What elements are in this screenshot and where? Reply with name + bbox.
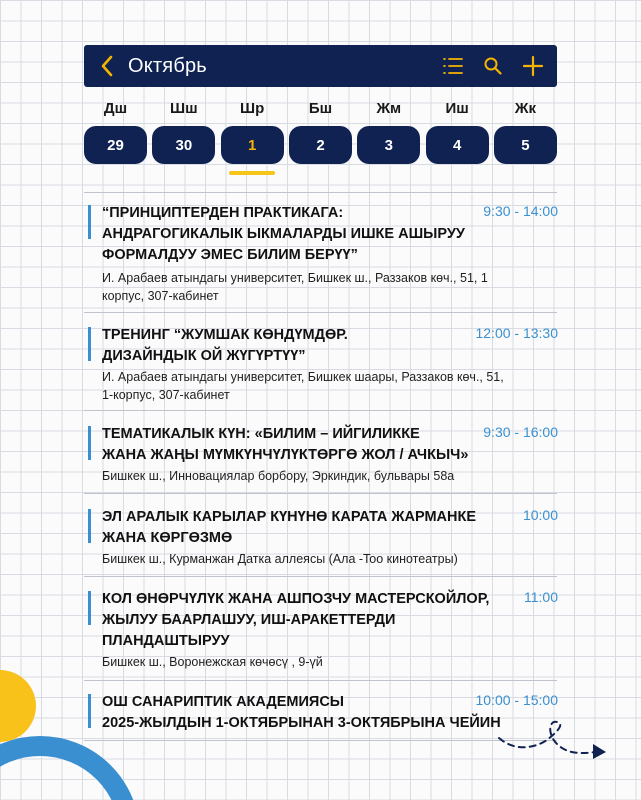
event-location-line: Бишкек ш., Курманжан Датка аллеясы (Ала -Too кинотеатры)	[102, 552, 458, 566]
weekday-label: Дш	[103, 100, 128, 117]
event-title-line: “ПРИНЦИПТЕРДЕН ПРАКТИКАГА:	[102, 205, 344, 221]
event-title-line: ФОРМАЛДУУ ЭМЕС БИЛИМ БЕРҮҮ”	[102, 247, 358, 263]
divider	[84, 410, 557, 411]
event-item[interactable]	[88, 589, 558, 675]
date-strip	[84, 126, 557, 164]
divider	[84, 493, 557, 494]
event-title-line: ТЕМАТИКАЛЫК КҮН: «БИЛИМ – ИЙГИЛИККЕ	[102, 426, 420, 442]
selected-date-indicator	[229, 171, 275, 175]
event-location-line: Бишкек ш., Инновациялар борбору, Эркиндик, бульвары 58а	[102, 469, 455, 483]
plus-icon[interactable]	[519, 52, 547, 80]
event-accent-bar	[88, 426, 91, 460]
event-time: 12:00 - 13:30	[475, 325, 558, 341]
divider	[84, 192, 557, 193]
event-title-line: ЖЫЛУУ БААРЛАШУУ, ИШ-АРАКЕТТЕРДИ	[102, 612, 396, 628]
event-title-line: ПЛАНДАШТЫРУУ	[102, 633, 230, 649]
decorative-blue-arc	[0, 736, 140, 800]
event-time: 10:00 - 15:00	[475, 692, 558, 708]
event-title-line: АНДРАГОГИКАЛЫК ЫКМАЛАРДЫ ИШКЕ АШЫРУУ	[102, 226, 465, 242]
weekday-label: Бш	[308, 100, 333, 117]
event-time: 11:00	[524, 589, 558, 605]
event-location-line: корпус, 307-кабинет	[102, 289, 219, 303]
event-title-line: 2025-ЖЫЛДЫН 1-ОКТЯБРЫНАН 3-ОКТЯБРЫНА ЧЕЙИН	[102, 715, 501, 731]
event-location-line: Бишкек ш., Воронежская көчөсү , 9-үй	[102, 655, 323, 669]
event-title	[102, 589, 489, 652]
event-time: 9:30 - 14:00	[483, 203, 558, 219]
date-pill[interactable]: 3	[357, 126, 420, 164]
event-location	[102, 467, 454, 485]
calendar-header	[84, 45, 557, 87]
event-item[interactable]	[88, 424, 558, 488]
event-accent-bar	[88, 694, 91, 728]
divider	[84, 680, 557, 681]
event-title-line: ЭЛ АРАЛЫК КАРЫЛАР КҮНҮНӨ КАРАТА ЖАРМАНКЕ	[102, 509, 477, 525]
event-title	[102, 507, 476, 549]
search-icon[interactable]	[479, 52, 507, 80]
event-location	[102, 550, 458, 568]
event-location-line: И. Арабаев атындагы университет, Бишкек ш., Раззаков көч., 51, 1	[102, 271, 488, 285]
event-title	[102, 325, 348, 367]
event-item[interactable]	[88, 507, 558, 571]
chevron-left-icon[interactable]	[100, 54, 120, 78]
event-time: 10:00	[522, 507, 558, 523]
dashed-arrow-icon	[495, 718, 610, 776]
event-title-line: ЖАНА КӨРГӨЗМӨ	[102, 530, 233, 546]
event-item[interactable]	[88, 692, 558, 736]
event-location-line: 1-корпус, 307-кабинет	[102, 388, 230, 402]
decorative-yellow-circle	[0, 670, 36, 742]
date-pill[interactable]: 30	[152, 126, 215, 164]
event-accent-bar	[88, 591, 91, 625]
event-accent-bar	[88, 327, 91, 361]
list-icon[interactable]	[439, 52, 467, 80]
event-title	[102, 424, 468, 466]
month-title: Октябрь	[128, 54, 207, 77]
date-pill[interactable]: 29	[84, 126, 147, 164]
event-title-line: ОШ САНАРИПТИК АКАДЕМИЯСЫ	[102, 694, 344, 710]
date-pill-selected[interactable]: 1	[221, 126, 284, 164]
event-accent-bar	[88, 205, 91, 239]
event-title-line: ЖАНА ЖАҢЫ МҮМКҮНЧҮЛҮКТӨРГӨ ЖОЛ / АЧКЫЧ»	[102, 447, 469, 463]
event-location	[102, 653, 323, 671]
event-title-line: КОЛ ӨНӨРЧҮЛҮК ЖАНА АШПОЗЧУ МАСТЕРСКОЙЛОР,	[102, 591, 490, 607]
event-title	[102, 692, 501, 734]
event-item[interactable]	[88, 325, 558, 405]
weekday-label: Шш	[170, 100, 198, 117]
event-location	[102, 269, 488, 305]
divider	[84, 312, 557, 313]
event-item[interactable]	[88, 203, 558, 307]
weekday-label: Жм	[376, 100, 402, 117]
weekday-row	[84, 100, 557, 117]
weekday-label: Жк	[514, 100, 536, 117]
weekday-label: Иш	[445, 100, 469, 117]
event-title-line: ТРЕНИНГ “ЖУМШАК КӨНДҮМДӨР.	[102, 327, 348, 343]
event-time: 9:30 - 16:00	[483, 424, 558, 440]
event-title-line: ДИЗАЙНДЫК ОЙ ЖҮГҮРТҮҮ”	[102, 348, 306, 364]
divider	[84, 740, 557, 741]
event-location	[102, 368, 504, 404]
date-pill[interactable]: 5	[494, 126, 557, 164]
event-title	[102, 203, 465, 266]
date-pill[interactable]: 2	[289, 126, 352, 164]
event-location-line: И. Арабаев атындагы университет, Бишкек шаары, Раззаков көч., 51,	[102, 370, 504, 384]
event-accent-bar	[88, 509, 91, 543]
weekday-label: Шр	[240, 100, 265, 117]
divider	[84, 576, 557, 577]
date-pill[interactable]: 4	[426, 126, 489, 164]
